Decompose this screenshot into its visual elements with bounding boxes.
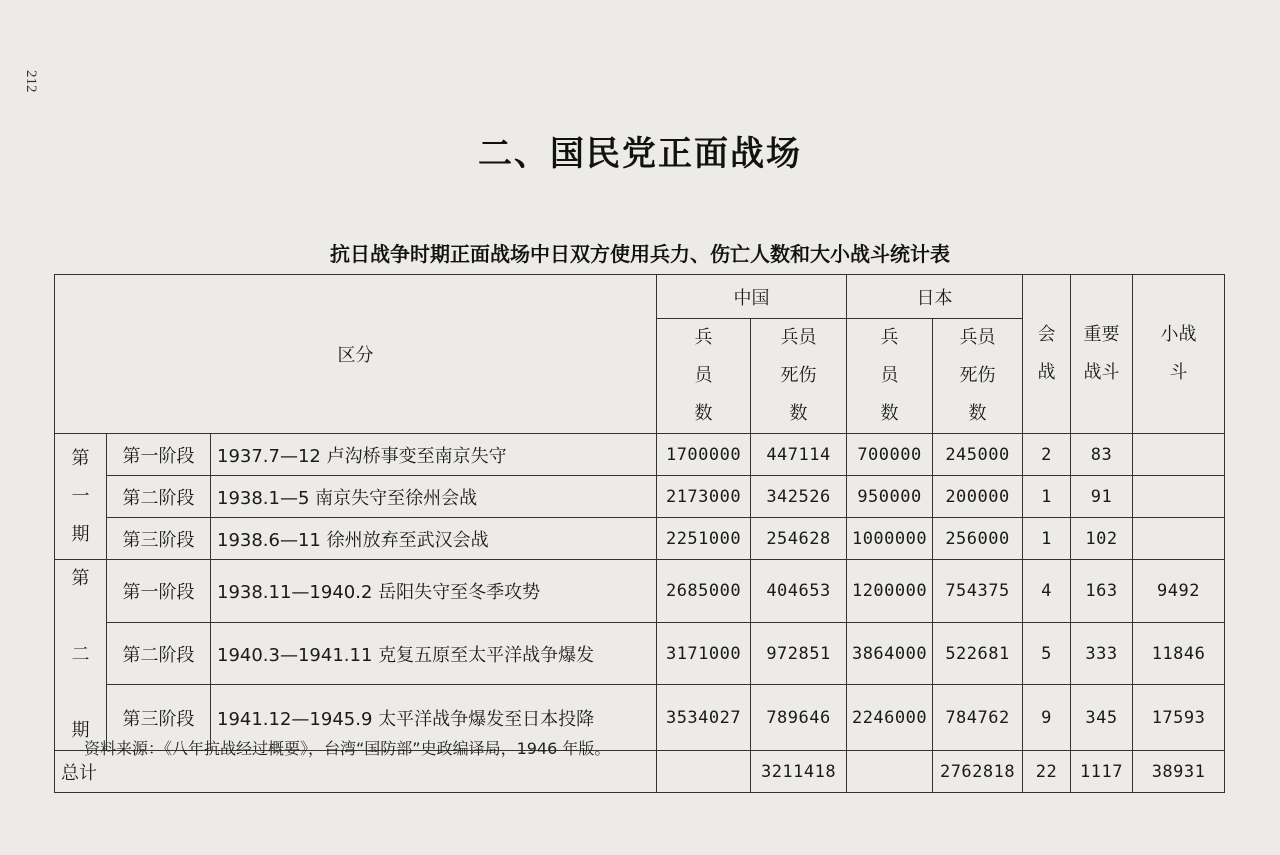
total-cn-casualties: 3211418 [751, 751, 847, 793]
header-major-battles: 重要 战斗 [1071, 275, 1133, 434]
jp-troops-cell: 2246000 [847, 685, 933, 751]
stage-description: 1938.11—1940.2 岳阳失守至冬季攻势 [211, 560, 657, 623]
major-battles-cell: 91 [1071, 476, 1133, 518]
total-minor-battles: 38931 [1133, 751, 1225, 793]
stage-description: 1941.12—1945.9 太平洋战争爆发至日本投降 [211, 685, 657, 751]
stage-description: 1937.7—12 卢沟桥事变至南京失守 [211, 434, 657, 476]
cn-troops-cell: 2685000 [657, 560, 751, 623]
campaigns-cell: 2 [1023, 434, 1071, 476]
header-minor-battles: 小战 斗 [1133, 275, 1225, 434]
campaigns-cell: 1 [1023, 476, 1071, 518]
source-note: 资料来源：《八年抗战经过概要》，台湾“国防部”史政编译局，1946 年版。 [84, 739, 611, 758]
table-row [55, 518, 1225, 560]
header-japan: 日本 [847, 275, 1023, 319]
cn-troops-cell: 3534027 [657, 685, 751, 751]
jp-casualties-cell: 245000 [933, 434, 1023, 476]
cn-casualties-cell: 447114 [751, 434, 847, 476]
campaigns-cell: 9 [1023, 685, 1071, 751]
header-cn-casualties: 兵员 死伤 数 [751, 319, 847, 434]
minor-battles-cell [1133, 434, 1225, 476]
stage-description: 1938.1—5 南京失守至徐州会战 [211, 476, 657, 518]
page-number: 212 [23, 70, 39, 93]
cn-casualties-cell: 342526 [751, 476, 847, 518]
header-row-1 [55, 275, 1225, 319]
major-battles-cell: 163 [1071, 560, 1133, 623]
table-row [55, 434, 1225, 476]
statistics-table [54, 274, 1225, 793]
jp-casualties-cell: 522681 [933, 622, 1023, 685]
cn-casualties-cell: 972851 [751, 622, 847, 685]
jp-troops-cell: 3864000 [847, 622, 933, 685]
minor-battles-cell [1133, 476, 1225, 518]
cn-casualties-cell: 404653 [751, 560, 847, 623]
cn-casualties-cell: 254628 [751, 518, 847, 560]
header-cn-troops: 兵 员 数 [657, 319, 751, 434]
stage-label: 第二阶段 [107, 622, 211, 685]
stage-label: 第一阶段 [107, 560, 211, 623]
cn-troops-cell: 3171000 [657, 622, 751, 685]
jp-casualties-cell: 256000 [933, 518, 1023, 560]
major-battles-cell: 83 [1071, 434, 1133, 476]
total-label: 总计 [55, 751, 657, 793]
total-campaigns: 22 [1023, 751, 1071, 793]
stage-description: 1940.3—1941.11 克复五原至太平洋战争爆发 [211, 622, 657, 685]
cn-casualties-cell: 789646 [751, 685, 847, 751]
header-category: 区分 [55, 275, 657, 434]
stage-label: 第二阶段 [107, 476, 211, 518]
header-china: 中国 [657, 275, 847, 319]
campaigns-cell: 1 [1023, 518, 1071, 560]
section-title: 二、国民党正面战场 [478, 134, 802, 174]
minor-battles-cell [1133, 518, 1225, 560]
jp-troops-cell: 1200000 [847, 560, 933, 623]
table-row [55, 476, 1225, 518]
table-title: 抗日战争时期正面战场中日双方使用兵力、伤亡人数和大小战斗统计表 [330, 242, 950, 266]
jp-troops-cell: 700000 [847, 434, 933, 476]
minor-battles-cell: 11846 [1133, 622, 1225, 685]
period-label: 第 二 期 [55, 560, 107, 751]
stage-label: 第三阶段 [107, 685, 211, 751]
campaigns-cell: 4 [1023, 560, 1071, 623]
jp-casualties-cell: 200000 [933, 476, 1023, 518]
total-major-battles: 1117 [1071, 751, 1133, 793]
total-jp-troops [847, 751, 933, 793]
stage-label: 第一阶段 [107, 434, 211, 476]
jp-troops-cell: 950000 [847, 476, 933, 518]
jp-casualties-cell: 784762 [933, 685, 1023, 751]
cn-troops-cell: 1700000 [657, 434, 751, 476]
table-row [55, 622, 1225, 685]
jp-troops-cell: 1000000 [847, 518, 933, 560]
period-label: 第 一 期 [55, 434, 107, 560]
stage-label: 第三阶段 [107, 518, 211, 560]
minor-battles-cell: 9492 [1133, 560, 1225, 623]
header-jp-casualties: 兵员 死伤 数 [933, 319, 1023, 434]
header-campaigns: 会 战 [1023, 275, 1071, 434]
total-cn-troops [657, 751, 751, 793]
total-jp-casualties: 2762818 [933, 751, 1023, 793]
campaigns-cell: 5 [1023, 622, 1071, 685]
cn-troops-cell: 2251000 [657, 518, 751, 560]
cn-troops-cell: 2173000 [657, 476, 751, 518]
major-battles-cell: 102 [1071, 518, 1133, 560]
minor-battles-cell: 17593 [1133, 685, 1225, 751]
stage-description: 1938.6—11 徐州放弃至武汉会战 [211, 518, 657, 560]
jp-casualties-cell: 754375 [933, 560, 1023, 623]
major-battles-cell: 333 [1071, 622, 1133, 685]
header-jp-troops: 兵 员 数 [847, 319, 933, 434]
major-battles-cell: 345 [1071, 685, 1133, 751]
table-row [55, 560, 1225, 623]
